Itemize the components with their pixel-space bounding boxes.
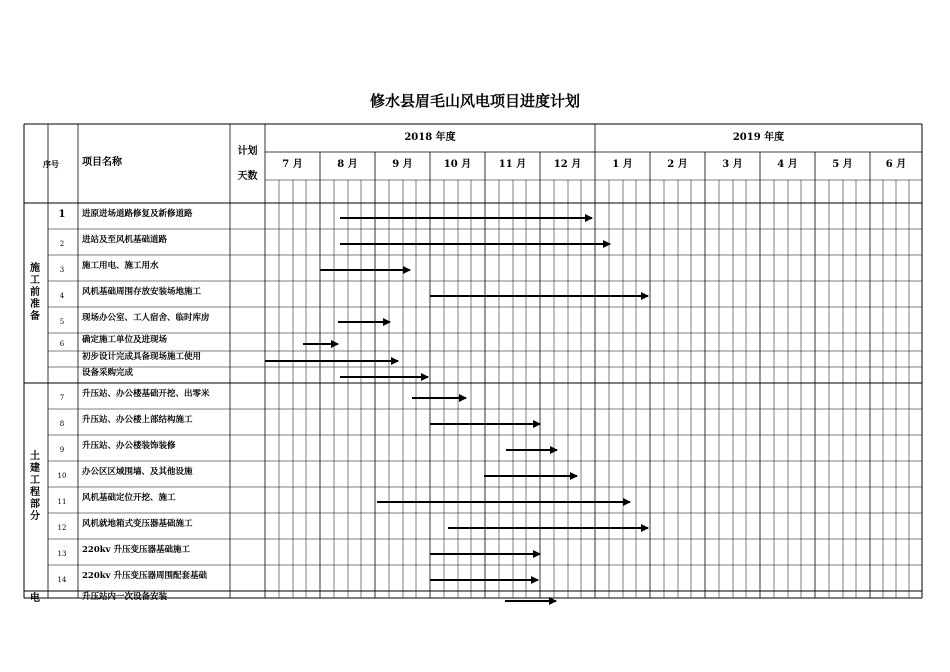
- row-number: 3: [59, 266, 65, 274]
- row-number: 8: [59, 420, 65, 428]
- row-name: 设备采购完成: [82, 368, 134, 378]
- page-title: 修水县眉毛山风电项目进度计划: [369, 92, 580, 110]
- row-name: 确定施工单位及进现场: [82, 335, 168, 345]
- header-name: 项目名称: [82, 157, 122, 168]
- header-plan: 计划: [237, 146, 258, 157]
- header-month: 8 月: [337, 159, 358, 170]
- row-number: 1: [58, 209, 66, 220]
- row-name: 风机基础周围存放安装场地施工: [82, 287, 202, 297]
- row-name: 风机基础定位开挖、施工: [82, 493, 176, 503]
- row-number: 13: [57, 550, 67, 558]
- section-label: 施 工 前 准 备: [30, 263, 40, 322]
- header-month: 5 月: [832, 159, 853, 170]
- header-month: 6 月: [885, 159, 907, 170]
- header-year-2019: 2019 年度: [732, 132, 785, 143]
- header-month: 3 月: [722, 159, 743, 170]
- row-name: 施工用电、施工用水: [82, 261, 159, 271]
- row-number: 5: [59, 318, 65, 326]
- row-number: 7: [59, 394, 65, 402]
- header-month: 11 月: [498, 159, 527, 170]
- row-name: 升压站、办公楼装饰装修: [82, 441, 176, 451]
- row-name: 进原进场道路修复及新修道路: [82, 209, 193, 219]
- header-month: 2 月: [667, 159, 688, 170]
- row-name: 办公区区域围墙、及其他设施: [82, 467, 193, 477]
- row-number: 10: [57, 472, 67, 480]
- header-days: 天数: [237, 171, 258, 182]
- section-label: 电: [30, 593, 40, 604]
- header-month: 10 月: [443, 159, 472, 170]
- header-year-2018: 2018 年度: [404, 132, 456, 143]
- row-name: 进站及至风机基础道路: [82, 235, 168, 245]
- header-month: 1 月: [612, 159, 633, 170]
- header-month: 9 月: [392, 159, 413, 170]
- row-number: 14: [57, 576, 67, 584]
- row-name: 风机就地箱式变压器基础施工: [82, 519, 193, 529]
- header-month: 12 月: [553, 159, 582, 170]
- row-name: 220kv 升压变压器周围配套基础: [82, 571, 208, 581]
- row-name: 升压站、办公楼基础开挖、出零米: [82, 389, 210, 399]
- row-name: 初步设计完成具备现场施工使用: [82, 352, 202, 362]
- row-number: 6: [59, 340, 65, 348]
- row-number: 2: [59, 240, 65, 248]
- header-month: 4 月: [777, 159, 798, 170]
- row-name: 现场办公室、工人宿舍、临时库房: [82, 313, 210, 323]
- row-name: 220kv 升压变压器基础施工: [82, 545, 191, 555]
- row-number: 4: [59, 292, 65, 300]
- row-number: 11: [57, 498, 67, 506]
- header-month: 7 月: [282, 159, 303, 170]
- section-label: 土 建 工 程 部 分: [30, 451, 40, 522]
- row-number: 12: [57, 524, 67, 532]
- header-seq: 序号: [43, 159, 59, 169]
- row-name: 升压站内一次设备安装: [82, 592, 168, 602]
- row-number: 9: [59, 446, 65, 454]
- row-name: 升压站、办公楼上部结构施工: [82, 415, 193, 425]
